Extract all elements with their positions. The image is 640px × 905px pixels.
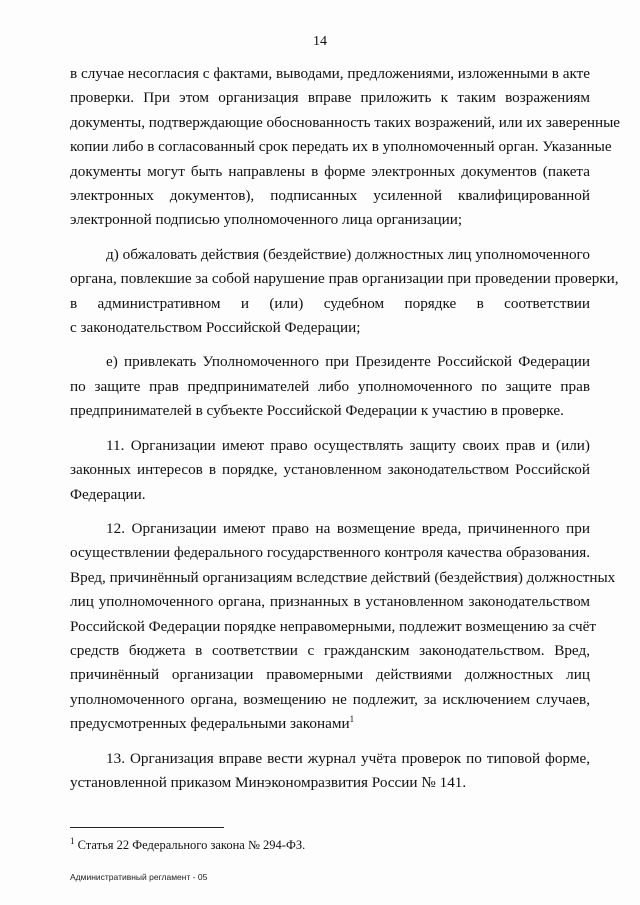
text-line: 11. Организации имеют право осуществлять защиту своих прав и (или) [106, 436, 590, 454]
text-line-with-footnote [70, 712, 590, 736]
paragraph-11 [70, 434, 590, 507]
text-line: Вред, причинённый организациям вследствие действий (бездействия) должностных [70, 568, 616, 586]
text-line: Российской Федерации порядке неправомерными, подлежит возмещению за счёт [70, 617, 597, 635]
text-line: предпринимателей в субъекте Российской Федерации к участию в проверке. [70, 402, 564, 420]
text-line: документы, подтверждающие обоснованность таких возражений, или их заверенные [70, 113, 621, 131]
text-line: органа, повлекшие за собой нарушение прав организации при проведении проверки, [70, 270, 619, 288]
text-line: уполномоченного органа, возмещению не подлежит, за исключением случаев, [70, 690, 590, 708]
paragraph-12 [70, 517, 616, 737]
text-line: с законодательством Российской Федерации; [70, 319, 361, 337]
text-line: электронной подписью уполномоченного лица организации; [70, 211, 463, 229]
paragraph-continuation [70, 62, 621, 233]
body-text [70, 62, 621, 795]
text-line: законных интересов в порядке, установленном законодательством Российской [70, 461, 590, 479]
text-line: установленной приказом Минэкономразвития России № 141. [70, 773, 467, 791]
text-line: е) привлекать Уполномоченного при Президенте Российской Федерации [106, 353, 590, 371]
text-line: копии либо в согласованный срок передать их в уполномоченный орган. Указанные [70, 138, 612, 156]
text-line: электронных документов), подписанных усиленной квалифицированной [70, 187, 590, 205]
page-number: 14 [313, 34, 327, 49]
footnote-text: Статья 22 Федерального закона № 294-ФЗ. [77, 838, 306, 852]
text-line: предусмотренных федеральными законами [70, 715, 350, 733]
text-line: в случае несогласия с фактами, выводами, предложениями, изложенными в акте [70, 65, 591, 82]
text-line: лиц уполномоченного органа, признанных в установленном законодательством [70, 593, 590, 611]
text-line: средств бюджета в соответствии с гражданским законодательством. Вред, [70, 641, 590, 659]
text-line: Федерации. [70, 485, 146, 503]
text-line: по защите прав предпринимателей либо уполномоченного по защите прав [70, 377, 590, 395]
text-line: 13. Организация вправе вести журнал учёта проверок по типовой форме, [106, 749, 590, 767]
paragraph-e [70, 350, 590, 423]
footnote-divider [70, 827, 224, 828]
page-footer: Административный регламент - 05 [70, 872, 208, 882]
text-line: осуществлении федерального государственного контроля качества образования. [70, 544, 590, 562]
footnote [70, 835, 306, 853]
text-line: документы могут быть направлены в форме электронных документов (пакета [70, 162, 590, 180]
paragraph-d [70, 243, 619, 341]
footnote-marker: 1 [70, 835, 75, 846]
text-line: в административном и (или) судебном порядке в соответствии [70, 294, 590, 312]
text-line: проверки. При этом организация вправе приложить к таким возражениям [70, 89, 590, 107]
text-line: причинённый организации правомерными действиями должностных лиц [70, 666, 590, 684]
text-line: д) обжаловать действия (бездействие) должностных лиц уполномоченного [106, 245, 590, 263]
text-line: 12. Организации имеют право на возмещение вреда, причиненного при [106, 519, 590, 537]
paragraph-13 [70, 747, 590, 796]
footnote-ref[interactable]: 1 [349, 714, 355, 725]
